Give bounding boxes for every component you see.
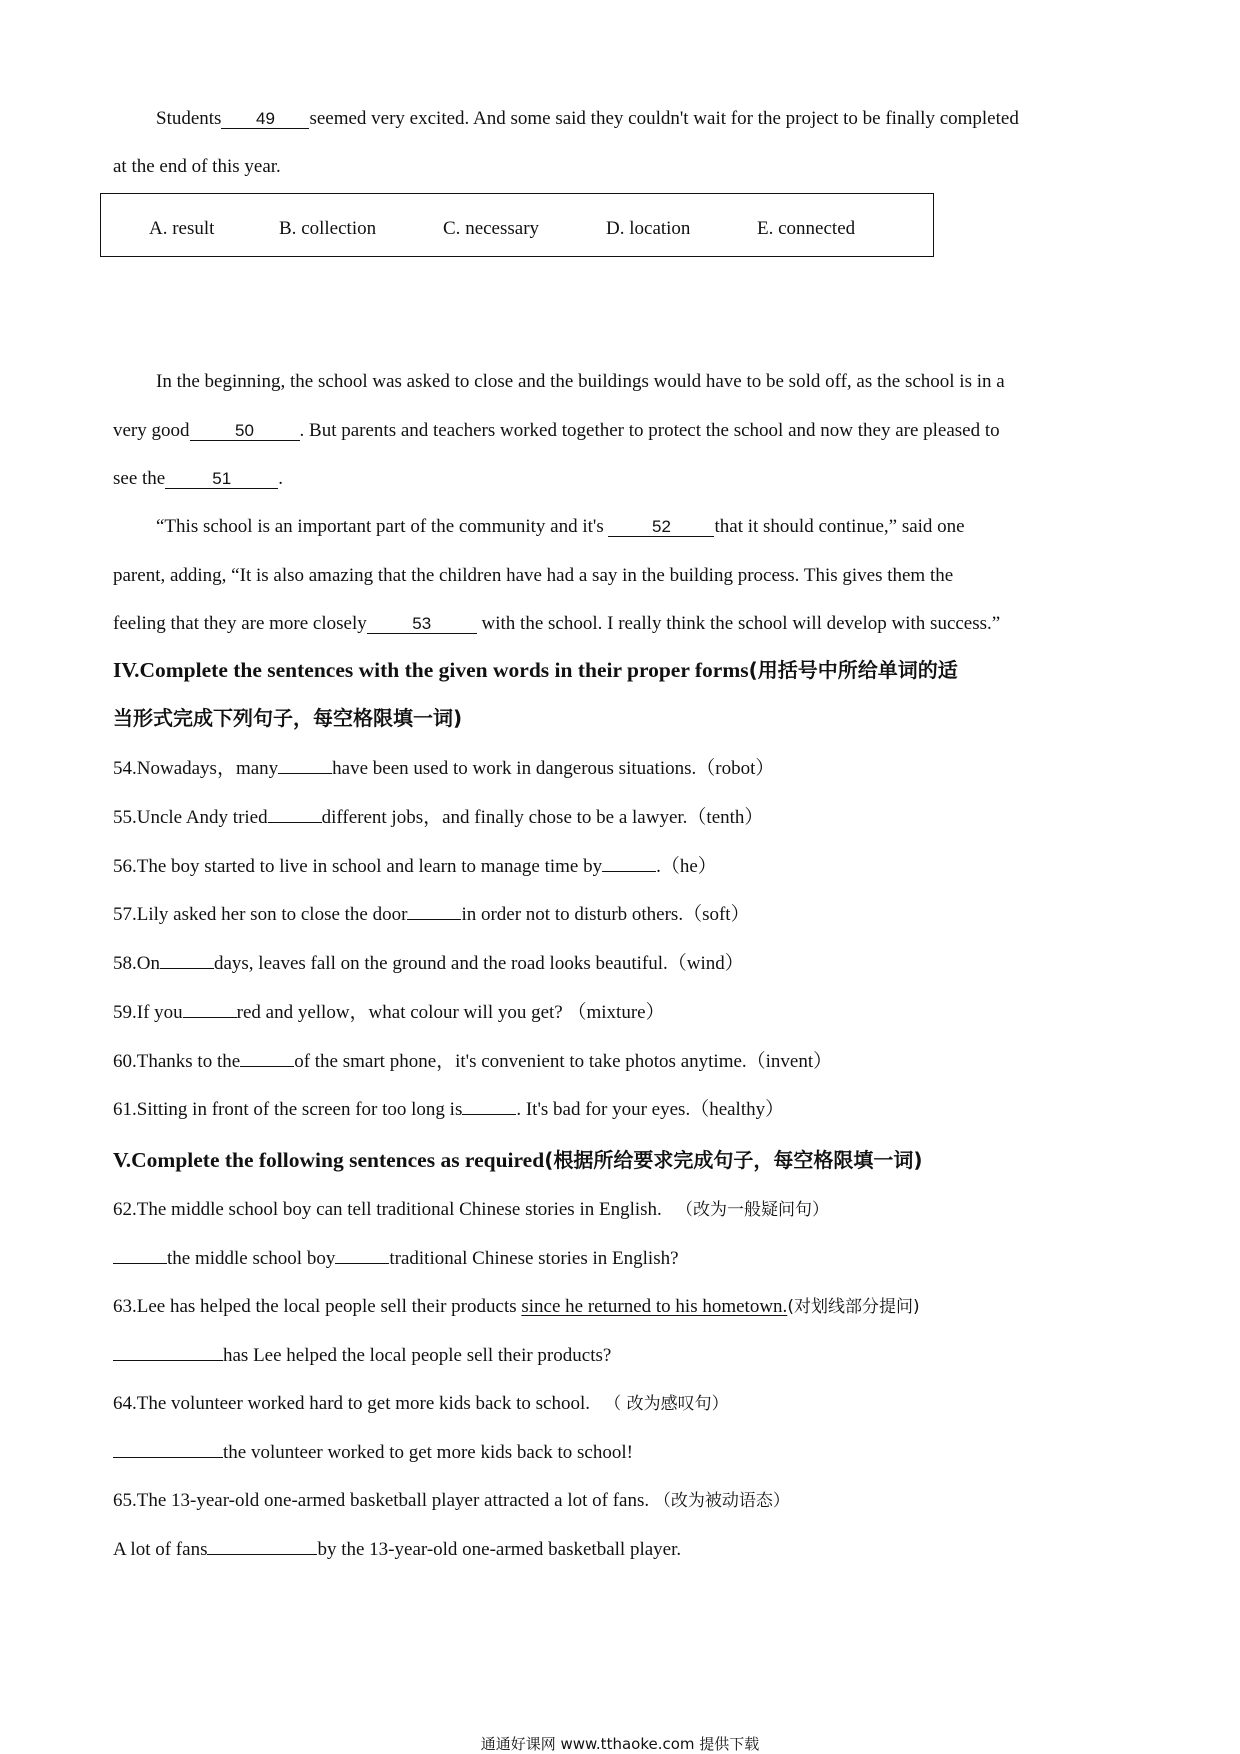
question-60: 60.Thanks to the of the smart phone，it's convenient to take photos anytime.（invent） [113, 1051, 833, 1072]
passage-line: at the end of this year. [113, 156, 281, 177]
word-bank-box [100, 193, 934, 257]
question-57: 57.Lily asked her son to close the door in order not to disturb others.（soft） [113, 904, 750, 925]
answer-63: has Lee helped the local people sell their products? [113, 1346, 611, 1365]
word-bank-option: E. connected [757, 218, 856, 239]
passage-line-49: Students 49 seemed very excited. And some said they couldn't wait for the project to be finally completed [156, 108, 1019, 129]
answer-blank[interactable] [240, 1065, 294, 1067]
answer-64: the volunteer worked to get more kids back to school! [113, 1443, 633, 1462]
question-65: 65.The 13-year-old one-armed basketball player attracted a lot of fans. （改为被动语态） [113, 1490, 790, 1511]
question-61: 61.Sitting in front of the screen for too long is . It's bad for your eyes.（healthy） [113, 1099, 785, 1120]
blank-52: 52 [608, 518, 714, 537]
passage-line-53: feeling that they are more closely 53 with the school. I really think the school will develop with success.” [113, 613, 1001, 634]
passage-line: In the beginning, the school was asked to close and the buildings would have to be sold off, as the school is in a [156, 371, 1005, 392]
question-56: 56.The boy started to live in school and learn to manage time by .（he） [113, 856, 717, 877]
answer-blank[interactable] [113, 1359, 223, 1361]
passage-line-52: “This school is an important part of the community and it's 52 that it should continue,” said one [156, 516, 965, 537]
word-bank-option: C. necessary [443, 218, 540, 239]
blank-53: 53 [367, 615, 477, 634]
blank-49: 49 [221, 110, 309, 129]
answer-blank[interactable] [278, 772, 332, 774]
section-5-heading: V.Complete the following sentences as required(根据所给要求完成句子，每空格限填一词) [113, 1148, 923, 1172]
answer-blank[interactable] [160, 967, 214, 969]
answer-blank[interactable] [407, 918, 461, 920]
answer-62: the middle school boy traditional Chinese stories in English? [113, 1249, 679, 1268]
answer-65: A lot of fans by the 13-year-old one-armed basketball player. [113, 1539, 682, 1560]
word-bank-option: A. result [149, 218, 215, 239]
answer-blank[interactable] [113, 1262, 167, 1264]
underlined-phrase: since he returned to his hometown. [521, 1296, 788, 1317]
answer-blank[interactable] [602, 870, 656, 872]
question-64: 64.The volunteer worked hard to get more kids back to school. （ 改为感叹句） [113, 1393, 729, 1414]
question-58: 58.On days, leaves fall on the ground and the road looks beautiful.（wind） [113, 953, 744, 974]
answer-blank[interactable] [207, 1553, 317, 1555]
passage-line-50: very good 50 . But parents and teachers worked together to protect the school and now they are pleased to [113, 420, 1000, 441]
word-bank-option: D. location [606, 218, 691, 239]
question-55: 55.Uncle Andy tried different jobs，and finally chose to be a lawyer.（tenth） [113, 807, 764, 828]
passage-line-51: see the 51 . [113, 468, 283, 489]
question-62: 62.The middle school boy can tell traditional Chinese stories in English. （改为一般疑问句） [113, 1199, 830, 1220]
question-63: 63.Lee has helped the local people sell their products since he returned to his hometown.(对划线部分提问) [113, 1296, 920, 1317]
question-59: 59.If you red and yellow，what colour will you get? （mixture） [113, 1002, 665, 1023]
blank-51: 51 [165, 470, 278, 489]
answer-blank[interactable] [335, 1262, 389, 1264]
answer-blank[interactable] [113, 1456, 223, 1458]
section-4-heading: IV.Complete the sentences with the given words in their proper forms(用括号中所给单词的适 [113, 658, 958, 682]
blank-50: 50 [190, 422, 300, 441]
answer-blank[interactable] [183, 1016, 237, 1018]
answer-blank[interactable] [462, 1113, 516, 1115]
page-footer: 通通好课网 www.tthaoke.com 提供下载 [480, 1735, 760, 1753]
section-4-heading-cont: 当形式完成下列句子，每空格限填一词) [113, 706, 463, 730]
question-54: 54.Nowadays，many have been used to work in dangerous situations.（robot） [113, 758, 775, 779]
passage-line: parent, adding, “It is also amazing that the children have had a say in the building process. This gives them the [113, 565, 954, 586]
word-bank-option: B. collection [279, 218, 377, 239]
answer-blank[interactable] [268, 821, 322, 823]
